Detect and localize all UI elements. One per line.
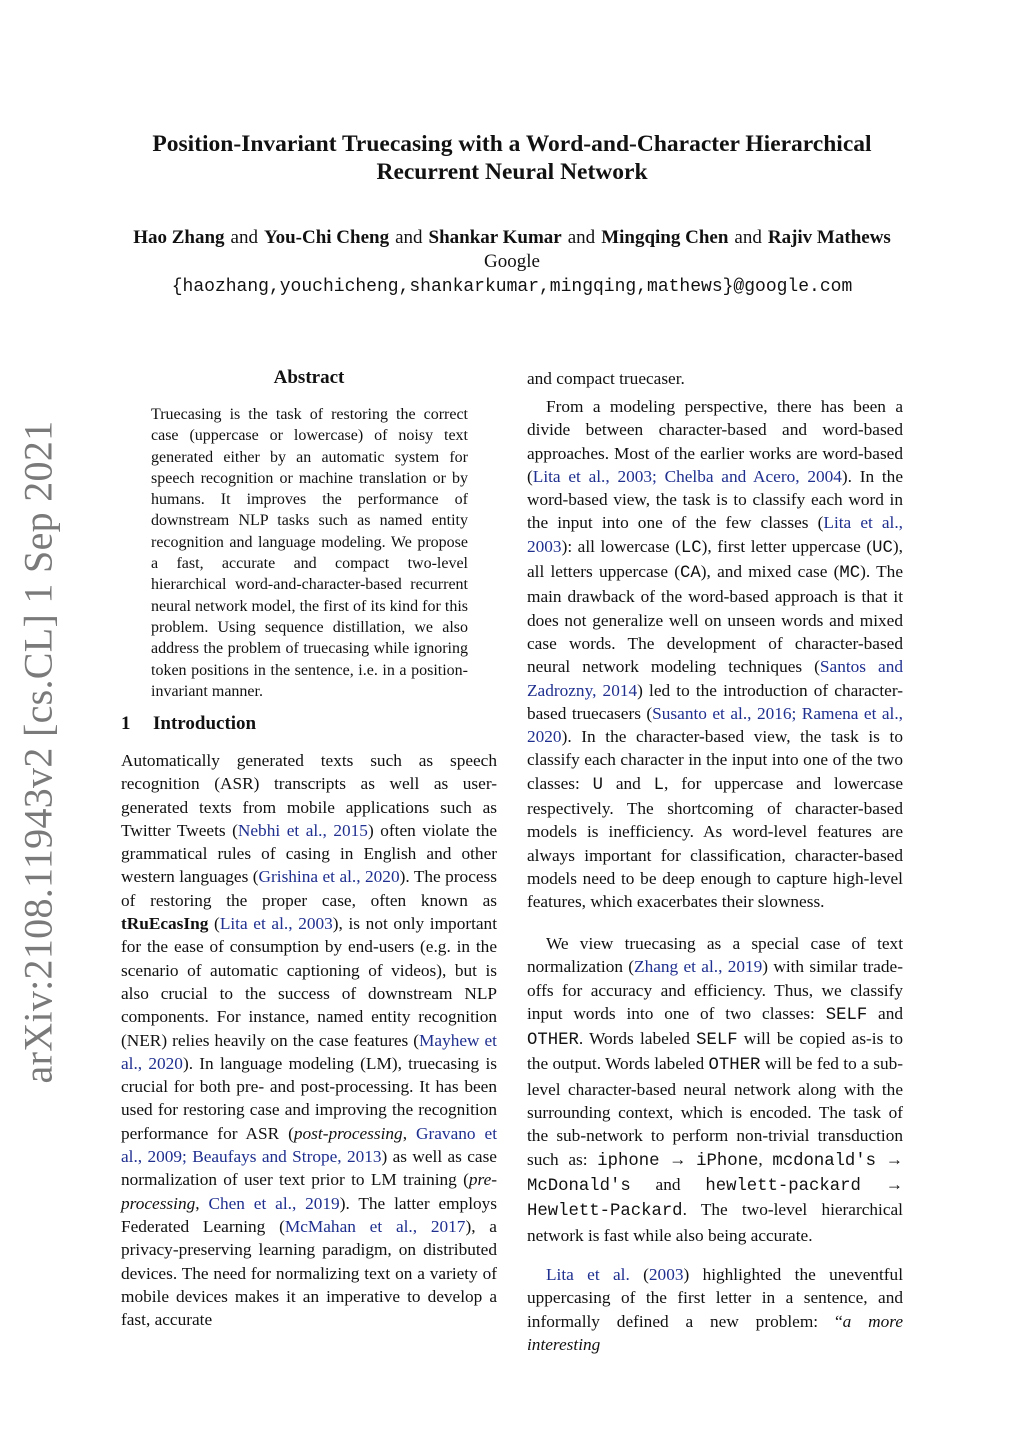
code-label: SELF	[696, 1031, 738, 1051]
paper-title	[100, 130, 924, 186]
arrow-symbol: →	[659, 1149, 697, 1169]
arrow-symbol: →	[860, 1174, 903, 1194]
author-conjunction: and	[567, 227, 596, 248]
citation-link[interactable]: Mayhew et al., 2020	[121, 1030, 497, 1073]
citation-link[interactable]: McMahan et al., 2017	[284, 1216, 466, 1236]
intro-paragraph-1: Automatically generated texts such as speech recognition (ASR) transcripts as well as user-generated texts from mobile applications such as Twitter Tweets (Nebhi et al., 2015) often violate the grammatical rules of casing in English and other western languages (Grishina et al., 2020). The process of restoring the proper case, often known as tRuEcasIng (Lita et al., 2003), is not only important for the ease of consumption by end-users (e.g. in the scenario of automatic captioning of videos), but is also crucial to the success of downstream NLP components. For instance, named entity recognition (NER) relies heavily on the case features (Mayhew et al., 2020). In language modeling (LM), truecasing is crucial for both pre- and post-processing. It has been used for restoring case and improving the recognition performance for ASR (post-processing, Gravano et al., 2009; Beaufays and Strope, 2013) as well as case normalization of user text prior to LM training (pre-processing, Chen et al., 2019). The latter employs Federated Learning (McMahan et al., 2017), a privacy-preserving learning paradigm, on distributed devices. The need for normalizing text on a variety of mobile devices makes it an imperative to develop a fast, accurate	[121, 751, 498, 1330]
abstract-body: Truecasing is the task of restoring the correct case (uppercase or lowercase) of noisy text generated either by an automatic system for speech recognition or machine translation or by humans. It improves the performance of downstream NLP tasks such as named entity recognition and language modeling. We propose a fast, accurate and compact two-level hierarchical word-and-character-based recurrent neural network model, the first of its kind for this problem. Using sequence distillation, we also address the problem of truecasing while ignoring token positions in the sentence, i.e. in a position-invariant manner.	[151, 406, 468, 700]
bold-term: tRuEcasIng	[121, 914, 209, 934]
citation-link[interactable]: Nebhi et al., 2015	[237, 820, 368, 840]
author-conjunction: and	[230, 227, 258, 248]
code-label: MC	[839, 564, 861, 584]
code-example: iPhone	[696, 1151, 759, 1171]
author-affiliation: Google	[484, 251, 540, 272]
right-paragraph-1: From a modeling perspective, there has been a divide between character-based and word-based approaches. Most of the earlier works are word-based (Lita et al., 2003; Chelba and Acero, 2004). In the word-based view, the task is to classify each word in the input into one of the few classes (Lita et al., 2003): all lowercase (LC), first letter uppercase (UC), all letters uppercase (CA), and mixed case (MC). The main drawback of the word-based approach is that it does not generalize well on unseen words and mixed case words. The development of character-based neural network modeling techniques (Santos and Zadrozny, 2014) led to the introduction of character-based truecasers (Susanto et al., 2016; Ramena et al., 2020). In the character-based view, the task is to classify each character in the input into one of the two classes: U and L, for uppercase and lowercase respectively. The shortcoming of character-based models is inefficiency. As word-level features are always important for classification, character-based models need to be deep enough to capture high-level features, which exacerbates their slowness.	[527, 397, 904, 912]
code-label: CA	[680, 564, 701, 584]
author-name: Hao Zhang	[133, 227, 225, 248]
italic-term: pre-processing	[121, 1170, 497, 1213]
citation-link[interactable]: Gravano et al., 2009; Beaufays and Strope, 2013	[121, 1123, 498, 1167]
section-heading-introduction	[121, 712, 256, 736]
citation-link[interactable]: Lita et al., 2003	[219, 914, 333, 934]
abstract-heading: Abstract	[273, 367, 345, 388]
author-conjunction: and	[734, 227, 762, 248]
right-paragraph-3: Lita et al. (2003) highlighted the uneventful uppercasing of the first letter in a sentence, and informally defined a new problem: “a more interesting	[527, 1265, 904, 1354]
section-title: Introduction	[153, 713, 257, 734]
citation-link[interactable]: Chen et al., 2019	[208, 1193, 340, 1213]
code-example: hewlett-packard	[705, 1176, 861, 1196]
code-label: SELF	[825, 1005, 868, 1025]
arxiv-identifier: arXiv:2108.11943v2 [cs.CL] 1 Sep 2021	[15, 420, 61, 1084]
author-name: Shankar Kumar	[428, 227, 562, 248]
citation-link[interactable]: Susanto et al., 2016; Ramena et al., 2020	[527, 703, 903, 747]
code-label: L	[653, 775, 665, 795]
paper-title-line-1: Position-Invariant Truecasing with a Word-and-Character Hierarchical	[152, 131, 872, 157]
code-example: Hewlett-Packard	[527, 1202, 683, 1222]
citation-link[interactable]: Grishina et al., 2020	[258, 867, 400, 887]
citation-link[interactable]: Lita et al., 2003	[527, 513, 903, 556]
right-paragraph-2: We view truecasing as a special case of text normalization (Zhang et al., 2019) with similar trade-offs for accuracy and efficiency. Thus, we classify input words into one of two classes: SELF and OTHER. Words labeled SELF will be copied as-is to the output. Words labeled OTHER will be fed to a sub-level character-based neural network along with the surrounding context, which is encoded. The task of the sub-network to perform non-trivial transduction such as: iphone → iPhone, mcdonald's → McDonald's and hewlett-packard → Hewlett-Packard. The two-level hierarchical network is fast while also being accurate.	[527, 934, 904, 1245]
italic-term: a more interesting	[527, 1311, 904, 1354]
paragraph-continuation: and compact truecaser.	[527, 369, 685, 388]
code-example: mcdonald's	[772, 1151, 877, 1171]
code-label: OTHER	[527, 1031, 579, 1051]
author-name: You-Chi Cheng	[263, 227, 390, 248]
author-email: {haozhang,youchicheng,shankarkumar,mingqing,mathews}@google.com	[171, 277, 853, 297]
italic-term: post-processing	[293, 1123, 403, 1143]
author-name: Mingqing Chen	[601, 227, 729, 248]
author-name: Rajiv Mathews	[767, 227, 891, 248]
author-list	[40, 226, 984, 250]
code-label: UC	[872, 538, 893, 558]
citation-link[interactable]: Lita et al.	[546, 1265, 630, 1284]
code-label: OTHER	[708, 1056, 761, 1076]
citation-link[interactable]: 2003	[648, 1265, 684, 1284]
author-conjunction: and	[395, 227, 423, 248]
citation-link[interactable]: Santos and Zadrozny, 2014	[527, 657, 903, 700]
code-label: U	[592, 775, 604, 795]
paper-title-line-2: Recurrent Neural Network	[376, 159, 648, 185]
section-number: 1	[121, 713, 131, 734]
citation-link[interactable]: Zhang et al., 2019	[634, 957, 763, 977]
code-label: LC	[680, 538, 702, 558]
code-example: iphone	[597, 1151, 660, 1171]
arrow-symbol: →	[876, 1149, 904, 1169]
citation-link[interactable]: Lita et al., 2003; Chelba and Acero, 2004	[532, 466, 842, 486]
code-example: McDonald's	[527, 1176, 631, 1196]
